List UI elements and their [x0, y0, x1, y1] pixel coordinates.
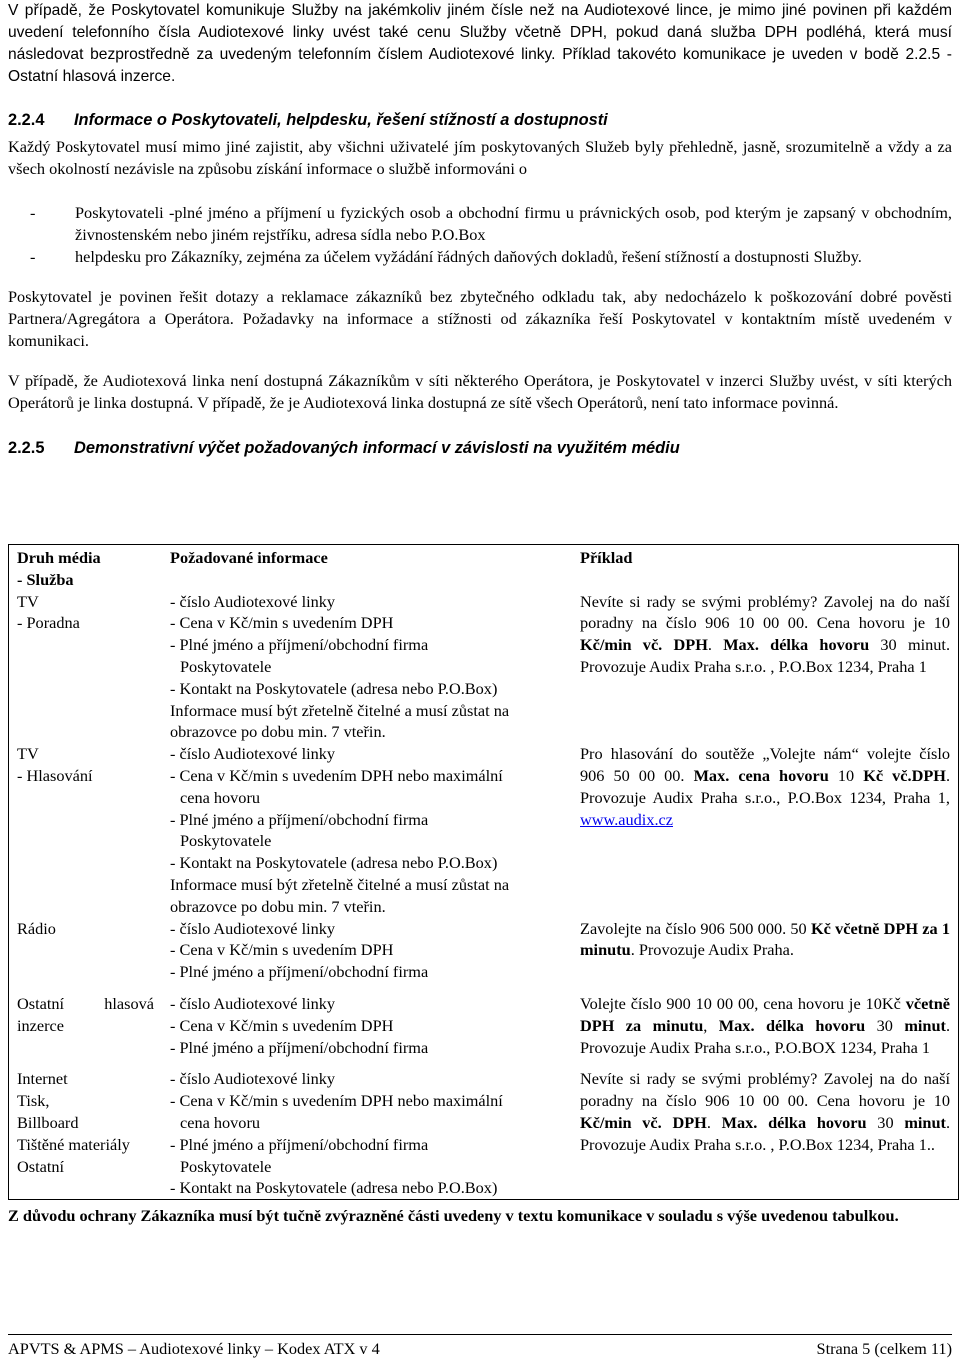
- example-bold: Kč včetně DPH za 1 minutu: [580, 918, 951, 960]
- media-cell: [9, 993, 163, 1068]
- info-cell: [162, 1068, 572, 1199]
- header-cell: [572, 545, 959, 591]
- info-line: - číslo Audiotexové linky: [170, 993, 336, 1013]
- example-text: 30 minut. Provozuje Audix Praha s.r.o. , P.O.Box 1234, Praha 1: [580, 635, 951, 676]
- info-line: - Kontakt na Poskytovatele (adresa nebo P.O.Box): [170, 678, 498, 698]
- example-bold: Max. délka hovoru: [718, 1015, 866, 1035]
- example-text: Zavolejte na číslo 906 500 000. 50: [580, 918, 811, 938]
- media-line: Tištěné materiály: [17, 1134, 130, 1154]
- info-note: Informace musí být zřetelně čitelné a musí zůstat na obrazovce po dobu min. 7 vteřin.: [170, 700, 510, 742]
- header-media: Druh média: [17, 548, 101, 567]
- media-line: TV: [17, 591, 39, 611]
- info-line: - číslo Audiotexové linky: [170, 744, 336, 764]
- example-cell: [572, 591, 959, 744]
- media-cell: [9, 743, 163, 917]
- media-line: Internet: [17, 1069, 68, 1089]
- header-info: Požadované informace: [170, 548, 328, 567]
- example-bold: Kč/min vč. DPH: [580, 635, 708, 655]
- media-line: Rádio: [17, 918, 56, 938]
- example-bold: Max. délka hovoru: [723, 635, 870, 655]
- info-cell: [162, 743, 572, 917]
- example-text: Nevíte si rady se svými problémy? Zavolej na do naší poradny na číslo 906 10 00 00. Cena hovoru je 10: [580, 591, 950, 633]
- header-cell: [162, 545, 572, 591]
- example-bold: Max. délka hovoru: [721, 1112, 867, 1132]
- example-text: 30: [865, 1015, 905, 1035]
- example-text: . Provozuje Audix Praha s.r.o. , P.O.Box 1234, Praha 1..: [580, 1112, 951, 1154]
- info-line: - Cena v Kč/min s uvedením DPH: [170, 613, 394, 633]
- table-row: [9, 918, 959, 993]
- info-cell: [162, 591, 572, 744]
- example-text: 30: [866, 1112, 905, 1132]
- media-line: Ostatní: [17, 1156, 65, 1176]
- header-service: - Služba: [17, 569, 74, 589]
- page-footer: [8, 1334, 952, 1359]
- bullet-list: [8, 202, 952, 268]
- closing-note: Z důvodu ochrany Zákazníka musí být tučně zvýrazněné části uvedeny v textu komunikace v souladu s výše uvedenou tabulkou.: [8, 1206, 899, 1225]
- media-cell: [9, 591, 163, 744]
- footer-title: APVTS & APMS – Audiotexové linky – Kodex ATX v 4: [8, 1339, 380, 1358]
- media-line: Ostatní hlasová inzerce: [17, 993, 154, 1035]
- bullet-dash: -: [30, 247, 36, 266]
- media-cell: [9, 918, 163, 993]
- footer-page-number: Strana 5 (celkem 11): [816, 1339, 952, 1358]
- info-line: Poskytovatele: [180, 656, 272, 676]
- info-cell: [162, 918, 572, 993]
- media-cell: [9, 1068, 163, 1199]
- bullet-text: helpdesku pro Zákazníky, zejména za účelem vyžádání řádných daňových dokladů, řešení stížností a dostupnosti Služby.: [75, 247, 862, 266]
- info-line: - Plné jméno a příjmení/obchodní firma: [170, 809, 429, 829]
- table-row: [9, 743, 959, 917]
- info-line: - Kontakt na Poskytovatele (adresa nebo P.O.Box): [170, 1178, 498, 1198]
- example-text: Pro hlasování do soutěže „Volejte nám“ volejte číslo 906 50 00 00.: [580, 744, 950, 785]
- example-text: .: [706, 1112, 722, 1132]
- example-text: . Provozuje Audix Praha s.r.o., P.O.BOX 1234, Praha 1: [580, 1015, 951, 1057]
- table-row: [9, 591, 959, 744]
- info-line: - Cena v Kč/min s uvedením DPH nebo maximální: [170, 1091, 503, 1111]
- example-bold: minut: [904, 1112, 946, 1132]
- info-line: cena hovoru: [180, 787, 261, 807]
- section-number: 2.2.4: [8, 111, 45, 129]
- section-paragraph: Poskytovatel je povinen řešit dotazy a reklamace zákazníků bez zbytečného odkladu tak, aby nedocházelo k poškozování dobré pověsti Partnera/Agregátora a Operátora. Požadavky na informace a stížnosti od zákazníka řeší Poskytovatel v kontaktním místě uvedeném v komunikaci.: [8, 287, 952, 350]
- example-cell: [572, 743, 959, 917]
- example-text: ,: [703, 1015, 719, 1035]
- info-line: - Plné jméno a příjmení/obchodní firma: [170, 635, 429, 655]
- section-paragraph: V případě, že Audiotexová linka není dostupná Zákazníkům v síti některého Operátora, je Poskytovatel v inzerci Služby uvést, v síti kterých Operátorů je linka dostupná. V případě, že je Audiotexová linka dostupná ze sítě všech Operátorů, není tato informace povinná.: [8, 371, 952, 412]
- header-example: Příklad: [580, 548, 633, 567]
- info-line: - Plné jméno a příjmení/obchodní firma: [170, 962, 429, 982]
- example-cell: [572, 918, 959, 993]
- section-title: Demonstrativní výčet požadovaných informací v závislosti na využitém médiu: [74, 439, 680, 457]
- example-text: . Provozuje Audix Praha.: [630, 940, 794, 960]
- info-line: - číslo Audiotexové linky: [170, 918, 336, 938]
- section-title: Informace o Poskytovateli, helpdesku, řešení stížností a dostupnosti: [74, 111, 608, 129]
- example-text: Volejte číslo 900 10 00 00, cena hovoru je 10Kč: [580, 993, 906, 1013]
- section-paragraph: Každý Poskytovatel musí mimo jiné zajistit, aby všichni uživatelé jím poskytovaných Služeb byly přehledně, jasně, srozumitelně a vždy a za všech okolností nezávisle na způsobu získání informace o službě informováni o: [8, 137, 952, 178]
- table-header-row: [9, 545, 959, 591]
- info-cell: [162, 993, 572, 1068]
- audix-link[interactable]: www.audix.cz: [580, 809, 673, 829]
- info-note: Informace musí být zřetelně čitelné a musí zůstat na obrazovce po dobu min. 7 vteřin.: [170, 874, 510, 916]
- example-text: Nevíte si rady se svými problémy? Zavolej na do naší poradny na číslo 906 10 00 00. Cena hovoru je 10: [580, 1069, 950, 1111]
- info-line: - Cena v Kč/min s uvedením DPH: [170, 940, 394, 960]
- media-line: Tisk,: [17, 1091, 50, 1111]
- info-line: Poskytovatele: [180, 831, 272, 851]
- header-cell: [9, 545, 163, 591]
- table-row: [9, 993, 959, 1068]
- intro-paragraph: V případě, že Poskytovatel komunikuje Služby na jakémkoliv jiném čísle než na Audiotexové lince, je mimo jiné povinen při každém uvedení telefonního čísla Audiotexové linky uvést také cenu Služby včetně DPH, pokud daná služba DPH podléhá, která musí následovat bezprostředně za uvedeným telefonním číslem Audiotexové linky. Příklad takovéto komunikace je uveden v bodě 2.2.5 - Ostatní hlasová inzerce.: [8, 2, 952, 85]
- table-row: [9, 1068, 959, 1199]
- section-heading-2-2-4: [8, 108, 952, 132]
- example-text: 10: [828, 765, 864, 785]
- list-item: [8, 202, 952, 246]
- section-heading-2-2-5: [8, 436, 952, 460]
- example-bold: Kč/min vč. DPH: [580, 1112, 707, 1132]
- media-line: - Hlasování: [17, 765, 93, 785]
- info-line: - Cena v Kč/min s uvedením DPH: [170, 1015, 394, 1035]
- info-line: - číslo Audiotexové linky: [170, 591, 336, 611]
- example-text: . Provozuje Audix Praha s.r.o., P.O.Box 1234, Praha 1,: [580, 765, 951, 807]
- media-line: - Poradna: [17, 613, 80, 633]
- info-line: - Cena v Kč/min s uvedením DPH nebo maximální: [170, 765, 503, 785]
- info-line: - číslo Audiotexové linky: [170, 1069, 336, 1089]
- info-line: - Plné jméno a příjmení/obchodní firma: [170, 1037, 429, 1057]
- media-line: TV: [17, 744, 39, 764]
- media-requirements-table: [8, 544, 959, 1200]
- example-text: .: [707, 635, 724, 655]
- list-item: [8, 246, 952, 268]
- bullet-dash: -: [30, 203, 36, 222]
- example-bold: včetně DPH za minutu: [580, 993, 950, 1035]
- example-bold: Max. cena hovoru: [693, 765, 829, 785]
- document-page: [8, 0, 952, 460]
- info-line: cena hovoru: [180, 1112, 261, 1132]
- section-number: 2.2.5: [8, 439, 45, 457]
- example-cell: [572, 993, 959, 1068]
- example-bold: Kč vč.DPH: [863, 765, 946, 785]
- info-line: Poskytovatele: [180, 1156, 272, 1176]
- bullet-text: Poskytovateli -plné jméno a příjmení u fyzických osob a obchodní firmu u právnických osob, pod kterým je zapsaný v obchodním, živnostenském nebo jiném rejstříku, adresa sídla nebo P.O.Box: [75, 203, 952, 244]
- info-line: - Plné jméno a příjmení/obchodní firma: [170, 1134, 429, 1154]
- info-line: - Kontakt na Poskytovatele (adresa nebo P.O.Box): [170, 853, 498, 873]
- example-cell: [572, 1068, 959, 1199]
- media-line: Billboard: [17, 1112, 79, 1132]
- example-bold: minut: [904, 1015, 946, 1035]
